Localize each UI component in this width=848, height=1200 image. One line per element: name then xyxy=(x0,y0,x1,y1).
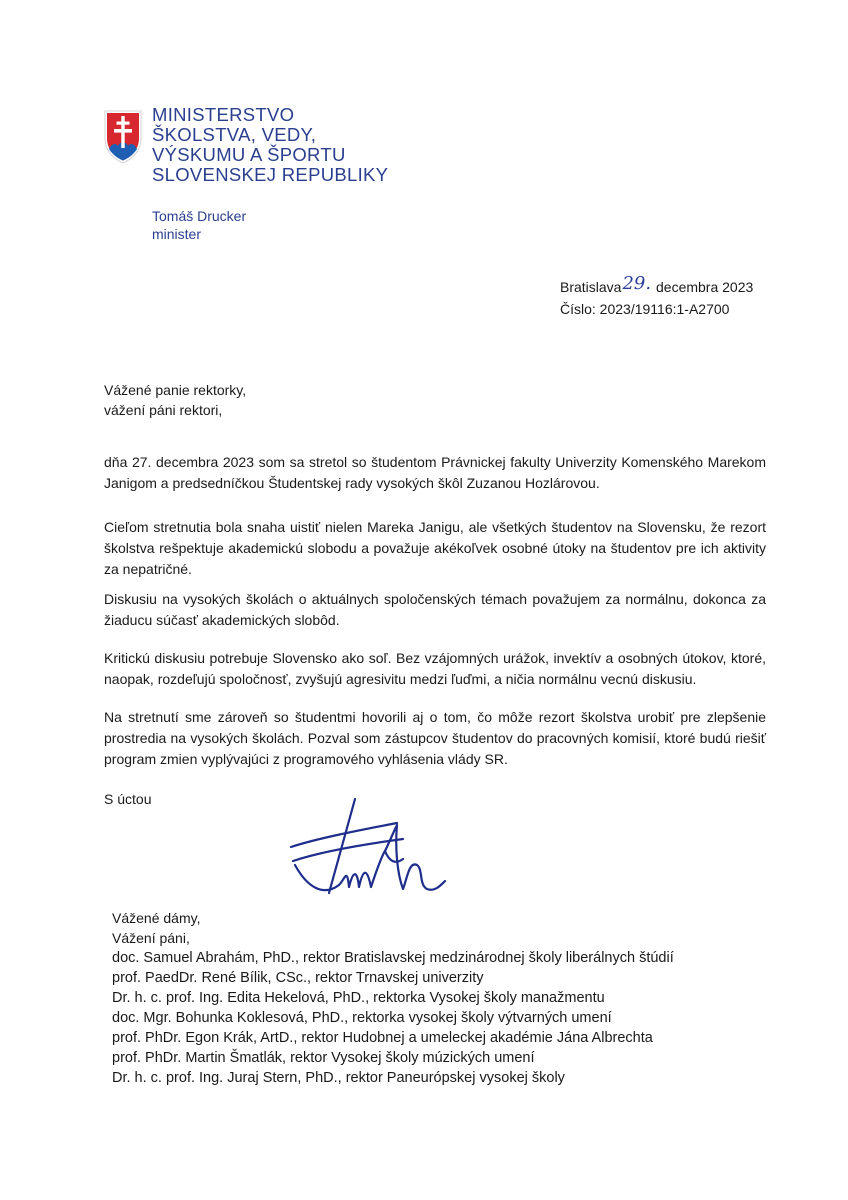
ministry-line: ŠKOLSTVA, VEDY, xyxy=(152,124,317,145)
recipient-item: prof. PhDr. Egon Krák, ArtD., rektor Hudobnej a umeleckej akadémie Jána Albrechta xyxy=(112,1030,653,1046)
body-paragraph: Diskusiu na vysokých školách o aktuálnych spoločenských témach považujem za normálnu, dokonca za žiaducu súčasť akademických slobôd. xyxy=(104,591,766,628)
minister-title: minister xyxy=(152,226,202,242)
date-month-year: decembra 2023 xyxy=(656,279,754,295)
body-paragraph: Cieľom stretnutia bola snaha uistiť nielen Mareka Janigu, ale všetkých študentov na Slovensku, že rezort školstva rešpektuje akademickú slobodu a považuje akékoľvek osobné útoky na študentov pre ich aktivity za nepatričné. xyxy=(104,519,766,577)
body-paragraph: Kritickú diskusiu potrebuje Slovensko ako soľ. Bez vzájomných urážok, invektív a osobných útokov, ktoré, naopak, rozdeľujú spoločnosť, zvyšujú agresivitu medzi ľuďmi, a ničia normálnu vecnú diskusiu. xyxy=(104,650,766,687)
date-line xyxy=(560,273,754,298)
coat-of-arms-icon xyxy=(103,108,143,169)
salutation-line: vážení páni rektori, xyxy=(104,402,223,418)
reference-number: Číslo: 2023/19116:1-A2700 xyxy=(560,301,730,317)
recipient-item: doc. Mgr. Bohunka Koklesová, PhD., rektorka vysokej školy výtvarných umení xyxy=(112,1010,612,1026)
recipient-item: Dr. h. c. prof. Ing. Edita Hekelová, PhD., rektorka Vysokej školy manažmentu xyxy=(112,990,605,1006)
recipient-item: prof. PaedDr. René Bílik, CSc., rektor Trnavskej univerzity xyxy=(112,970,484,986)
ministry-name xyxy=(152,105,388,185)
signature-image xyxy=(285,795,450,910)
recipients-block xyxy=(112,908,674,1088)
recipient-item: Dr. h. c. prof. Ing. Juraj Stern, PhD., rektor Paneurópskej vysokej školy xyxy=(112,1070,565,1086)
closing: S úctou xyxy=(104,791,152,807)
minister-name: Tomáš Drucker xyxy=(152,208,247,224)
date-place: Bratislava xyxy=(560,279,622,295)
ministry-line: SLOVENSKEJ REPUBLIKY xyxy=(152,164,389,185)
ministry-line: MINISTERSTVO xyxy=(152,104,295,125)
recipient-item: doc. Samuel Abrahám, PhD., rektor Bratislavskej medzinárodnej školy liberálnych štúdií xyxy=(112,950,674,966)
recipients-greeting: Vážení páni, xyxy=(112,930,190,946)
date-block xyxy=(560,273,754,320)
body-paragraph: Na stretnutí sme zároveň so študentmi hovorili aj o tom, čo môže rezort školstva urobiť pre zlepšenie prostredia na vysokých školách. Pozval som zástupcov študentov do pracovných komisií, ktoré budú riešiť program zmien vyplývajúci z programového vyhlásenia vlády SR. xyxy=(104,709,766,767)
body-paragraph: dňa 27. decembra 2023 som sa stretol so študentom Právnickej fakulty Univerzity Komenského Marekom Janigom a predsedníčkou Študentskej rady vysokých škôl Zuzanou Hozlárovou. xyxy=(104,454,766,491)
ministry-line: VÝSKUMU A ŠPORTU xyxy=(152,144,346,165)
date-day-handwritten: 29. xyxy=(622,273,652,294)
recipients-greeting: Vážené dámy, xyxy=(112,910,201,926)
salutation-line: Vážené panie rektorky, xyxy=(104,382,247,398)
salutation xyxy=(104,380,246,420)
recipient-item: prof. PhDr. Martin Šmatlák, rektor Vysokej školy múzických umení xyxy=(112,1050,535,1066)
minister-block xyxy=(152,207,246,243)
recipients-list xyxy=(112,948,674,1088)
